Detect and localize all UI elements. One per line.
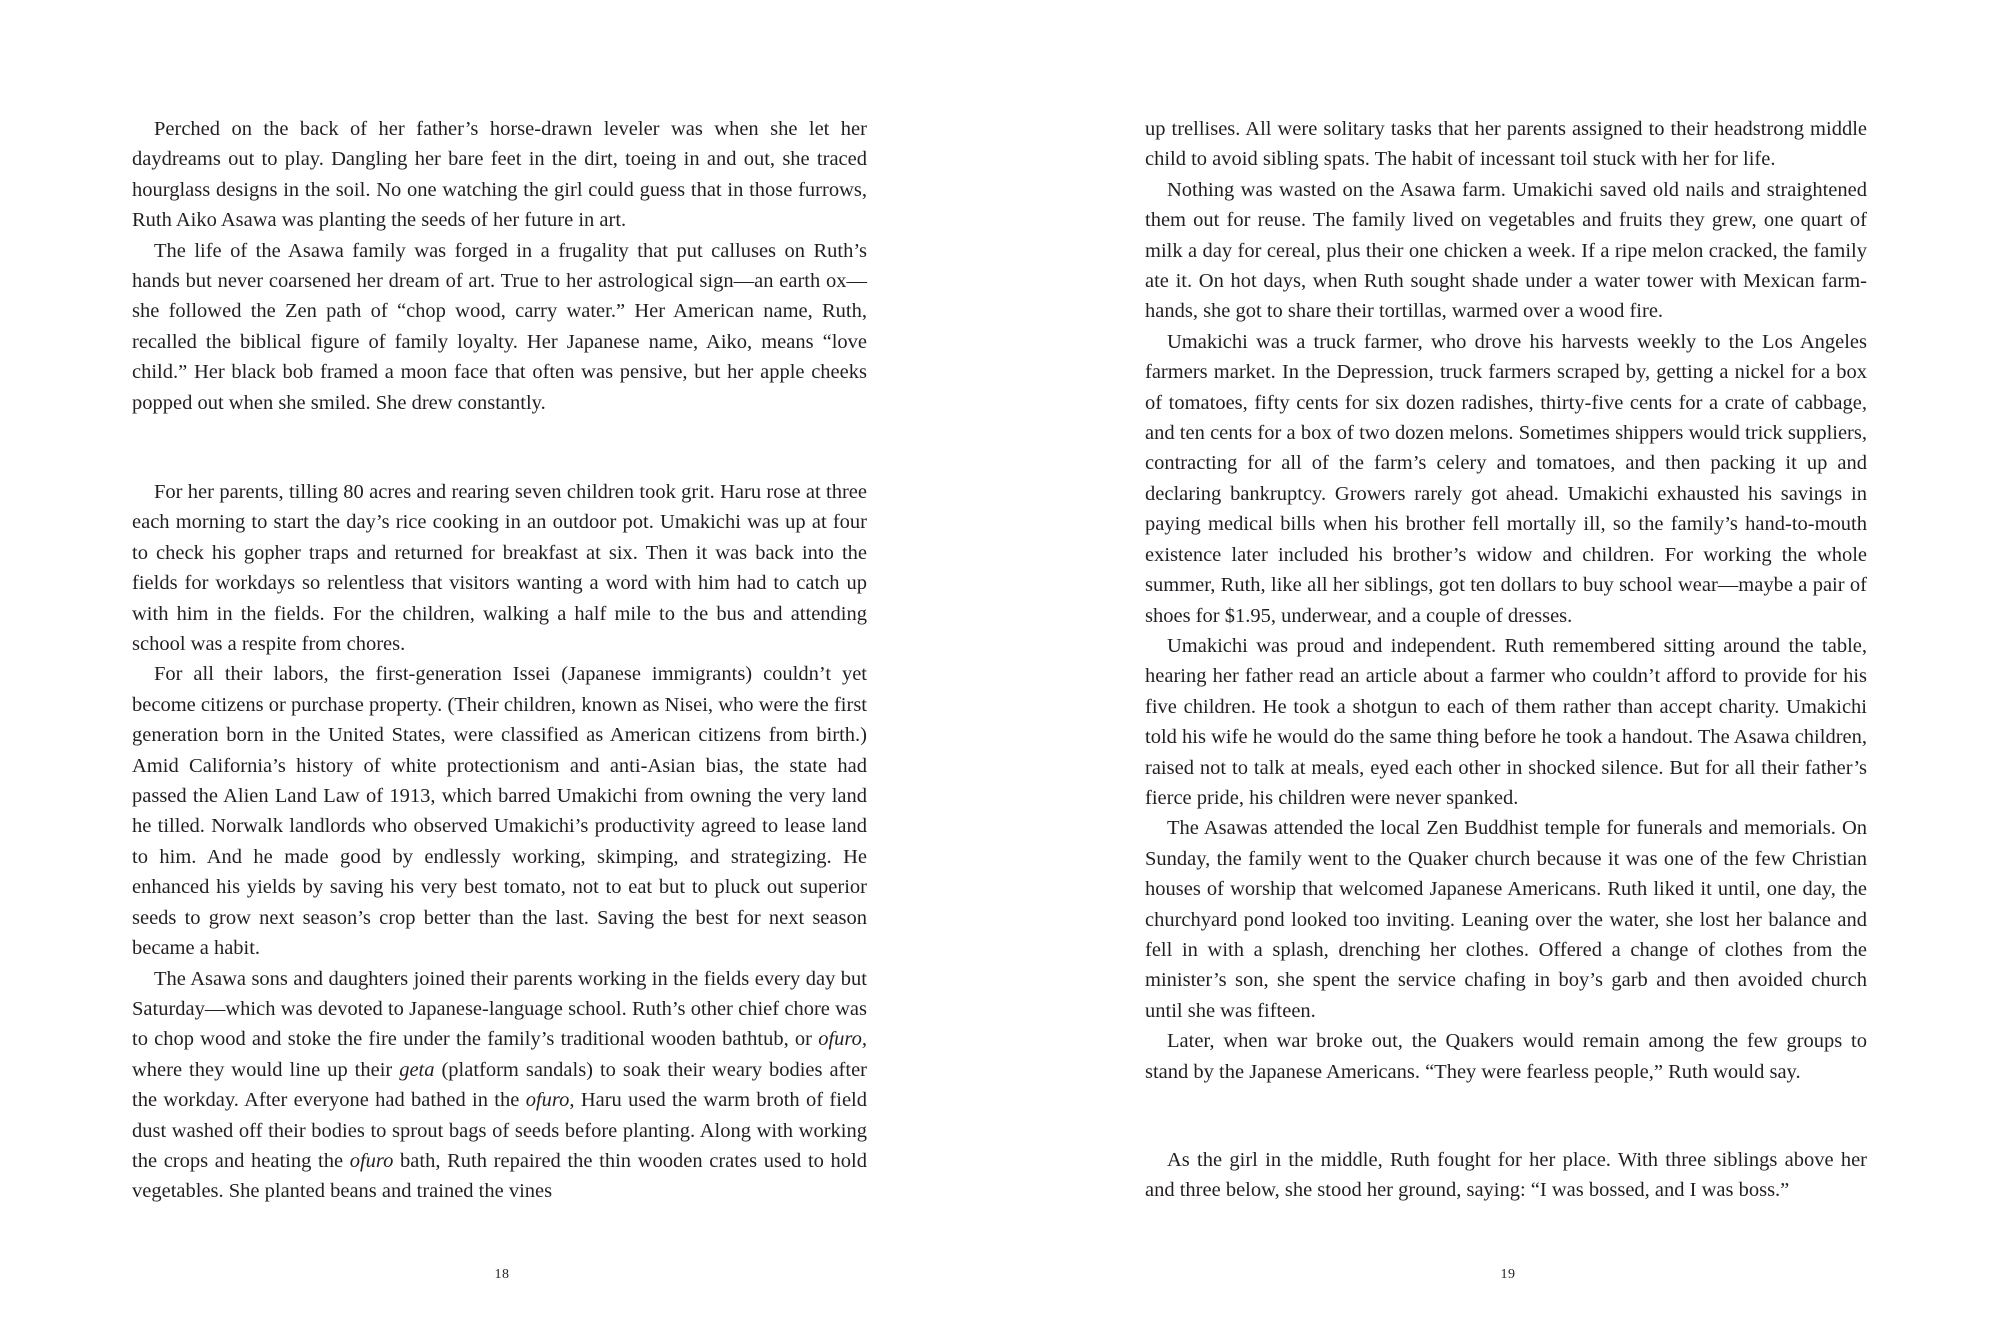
paragraph: Umakichi was a truck farmer, who drove his harvests weekly to the Los Angeles farmers market. In the Depression, truck farmers scraped by, getting a nickel for a box of tomatoes, fifty cents for six dozen radishes, thirty-five cents for a crate of cabbage, and ten cents for a box of two dozen melons. Sometimes shippers would trick suppliers, contracting for all of the farm’s celery and tomatoes, and then packing it up and declaring bankruptcy. Growers rarely got ahead. Umakichi exhausted his savings in paying medical bills when his brother fell mortally ill, so the family’s hand-to-mouth existence later included his brother’s widow and children. For working the whole summer, Ruth, like all her siblings, got ten dollars to buy school wear—maybe a pair of shoes for $1.95, underwear, and a couple of dresses. xyxy=(1145,330,1867,627)
paragraph: Perched on the back of her father’s horse-drawn leveler was when she let her daydreams out to play. Dangling her bare feet in the dirt, toeing in and out, she traced hourglass designs in the soil. No one watching the girl could guess that in those furrows, Ruth Aiko Asawa was planting the seeds of her future in art. xyxy=(132,118,867,232)
paragraph: For her parents, tilling 80 acres and rearing seven children took grit. Haru rose at three each morning to start the day’s rice cooking in an outdoor pot. Umakichi was up at four to check his gopher traps and returned for breakfast at six. Then it was back into the fields for workdays so relentless that visitors wanting a word with him had to catch up with him in the fields. For the children, walking a half mile to the bus and attending school was a respite from chores. xyxy=(132,481,867,656)
paragraph: The Asawas attended the local Zen Buddhist temple for funerals and memorials. On Sunday, the family went to the Quaker church because it was one of the few Christian houses of worship that welcomed Japanese Americans. Ruth liked it until, one day, the churchyard pond looked too inviting. Leaning over the water, she lost her balance and fell in with a splash, drenching her clothes. Offered a change of clothes from the minister’s son, she spent the service chafing in boy’s garb and then avoided church until she was fifteen. xyxy=(1145,817,1867,1022)
paragraph: Later, when war broke out, the Quakers would remain among the few groups to stand by the Japanese Americans. “They were fearless people,” Ruth would say. xyxy=(1145,1030,1867,1083)
page-number: 18 xyxy=(494,1267,510,1282)
text-run: where they would line up their xyxy=(132,1058,400,1081)
text-run: (platform sandals) to soak their weary bodies after the workday. After everyone had bathed in the xyxy=(132,1058,868,1112)
right-text-block-top xyxy=(1145,114,1867,1087)
paragraph: As the girl in the middle, Ruth fought for her place. With three siblings above her and three below, she stood her ground, saying: “I was bossed, and I was boss.” xyxy=(1145,1149,1867,1202)
paragraph: up trellises. All were solitary tasks that her parents assigned to their headstrong middle child to avoid sibling spats. The habit of incessant toil stuck with her for life. xyxy=(1145,118,1867,171)
italic-term: ofuro xyxy=(525,1089,570,1112)
paragraph: The life of the Asawa family was forged in a frugality that put calluses on Ruth’s hands but never coarsened her dream of art. True to her astrological sign—an earth ox—she followed the Zen path of “chop wood, carry water.” Her American name, Ruth, recalled the biblical figure of family loyalty. Her Japanese name, Aiko, means “love child.” Her black bob framed a moon face that often was pensive, but her apple cheeks popped out when she smiled. She drew constantly. xyxy=(132,239,867,414)
text-run: bath, Ruth repaired the thin wooden crates used to hold vegetables. She planted beans and trained the vines xyxy=(132,1149,867,1203)
text-run: , Haru used the warm broth of field dust washed off their bodies to sprout bags of seeds before planting. Along with working the crops and heating the xyxy=(132,1089,867,1172)
left-text-block-top xyxy=(132,114,867,418)
paragraph: Nothing was wasted on the Asawa farm. Umakichi saved old nails and straightened them out for reuse. The family lived on vegetables and fruits they grew, one quart of milk a day for cereal, plus their one chicken a week. If a ripe melon cracked, the family ate it. On hot days, when Ruth sought shade under a water tower with Mexican farmhands, she got to share their tortillas, warmed over a wood fire. xyxy=(1145,178,1867,323)
text-run: The Asawa sons and daughters joined their parents working in the fields every day but Saturday—which was devoted to Japanese-language school. Ruth’s other chief chore was to chop wood and stoke the fire under the family’s traditional wooden bathtub, or xyxy=(132,967,867,1051)
paragraph xyxy=(132,964,867,1207)
italic-term: ofuro xyxy=(349,1149,394,1172)
right-text-block-bottom xyxy=(1145,1145,1867,1206)
italic-term: ofuro, xyxy=(818,1028,867,1051)
right-page xyxy=(1000,0,2000,1333)
italic-term: geta xyxy=(399,1058,435,1081)
left-text-block-bottom xyxy=(132,477,867,1207)
page-number: 19 xyxy=(1500,1267,1516,1282)
paragraph: For all their labors, the first-generation Issei (Japanese immigrants) couldn’t yet become citizens or purchase property. (Their children, known as Nisei, who were the first generation born in the United States, were classified as American citizens from birth.) Amid California’s history of white protectionism and anti-Asian bias, the state had passed the Alien Land Law of 1913, which barred Umakichi from owning the very land he tilled. Norwalk landlords who observed Umakichi’s productivity agreed to lease land to him. And he made good by endlessly working, skimping, and strategizing. He enhanced his yields by saving his very best tomato, not to eat but to pluck out superior seeds to grow next season’s crop better than the last. Saving the best for next season became a habit. xyxy=(132,663,867,960)
paragraph: Umakichi was proud and independent. Ruth remembered sitting around the table, hearing her father read an article about a farmer who couldn’t afford to provide for his five children. He took a shotgun to each of them rather than accept charity. Umakichi told his wife he would do the same thing before he took a handout. The Asawa children, raised not to talk at meals, eyed each other in shocked silence. But for all their father’s fierce pride, his children were never spanked. xyxy=(1145,634,1867,809)
